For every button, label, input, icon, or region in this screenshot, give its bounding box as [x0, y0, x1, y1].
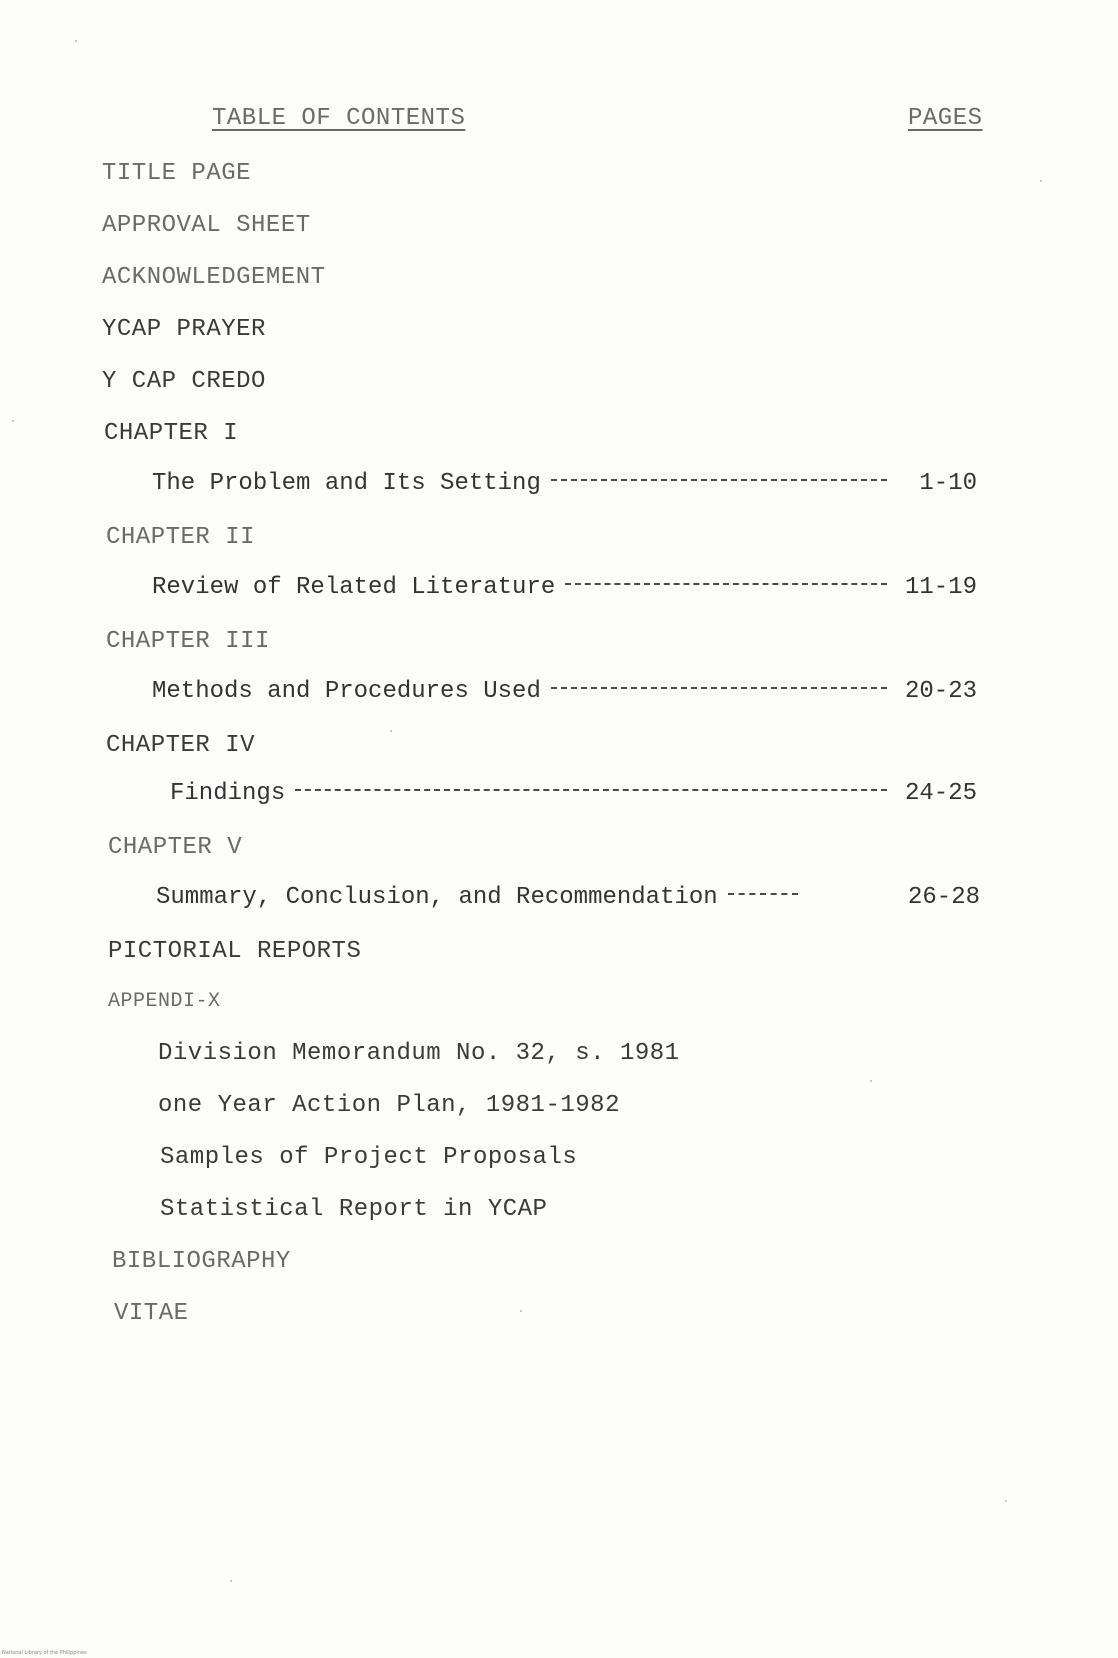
- appendix-item: Division Memorandum No. 32, s. 1981: [158, 1040, 680, 1067]
- toc-row-chapter-4: [170, 780, 977, 810]
- toc-row-chapter-1: [152, 470, 977, 500]
- toc-entry-bibliography: BIBLIOGRAPHY: [112, 1248, 291, 1275]
- chapter-heading: CHAPTER V: [108, 834, 243, 861]
- page-range: 20-23: [904, 678, 977, 705]
- toc-row-chapter-2: [152, 574, 977, 604]
- toc-entry-pictorial-reports: PICTORIAL REPORTS: [108, 938, 362, 965]
- page-range: 11-19: [904, 574, 977, 601]
- chapter-title: Review of Related Literature: [152, 574, 556, 601]
- scan-speck: [390, 730, 392, 732]
- page-range: 1-10: [919, 470, 977, 497]
- chapter-heading: CHAPTER III: [106, 628, 270, 655]
- scan-speck: [12, 420, 14, 422]
- toc-entry-ycap-prayer: YCAP PRAYER: [102, 316, 266, 343]
- appendix-item: Samples of Project Proposals: [160, 1144, 578, 1171]
- scan-speck: [1040, 180, 1042, 182]
- chapter-title: Findings: [170, 780, 286, 807]
- appendix-item: one Year Action Plan, 1981-1982: [158, 1092, 620, 1119]
- dotted-leader: [295, 789, 887, 791]
- chapter-heading: CHAPTER IV: [106, 732, 256, 759]
- toc-entry-acknowledgement: ACKNOWLEDGEMENT: [102, 264, 326, 291]
- pages-column-label: PAGES: [908, 105, 983, 132]
- scan-speck: [1005, 1500, 1007, 1502]
- page-range: 26-28: [907, 884, 980, 911]
- dotted-leader: [551, 687, 887, 689]
- chapter-heading: CHAPTER I: [104, 420, 239, 447]
- toc-row-chapter-5: [156, 884, 980, 914]
- scan-speck: [870, 1080, 872, 1082]
- dotted-leader: [728, 893, 798, 895]
- scan-speck: [75, 40, 77, 42]
- toc-title: TABLE OF CONTENTS: [212, 105, 466, 132]
- chapter-heading: CHAPTER II: [106, 524, 256, 551]
- appendix-item: Statistical Report in YCAP: [160, 1196, 548, 1223]
- scan-speck: [230, 1580, 232, 1582]
- toc-entry-title-page: TITLE PAGE: [102, 160, 252, 187]
- scan-speck: [520, 1310, 522, 1312]
- dotted-leader: [565, 583, 887, 585]
- chapter-title: Summary, Conclusion, and Recommendation: [156, 884, 718, 911]
- toc-row-chapter-3: [152, 678, 977, 708]
- toc-entry-vitae: VITAE: [114, 1300, 189, 1327]
- toc-entry-ycap-credo: Y CAP CREDO: [102, 368, 266, 395]
- page-range: 24-25: [904, 780, 977, 807]
- archive-footer: National Library of the Philippines: [2, 1650, 87, 1656]
- dotted-leader: [551, 479, 887, 481]
- chapter-title: The Problem and Its Setting: [152, 470, 541, 497]
- toc-entry-approval-sheet: APPROVAL SHEET: [102, 212, 311, 239]
- appendix-heading: APPENDI-X: [108, 990, 221, 1013]
- chapter-title: Methods and Procedures Used: [152, 678, 541, 705]
